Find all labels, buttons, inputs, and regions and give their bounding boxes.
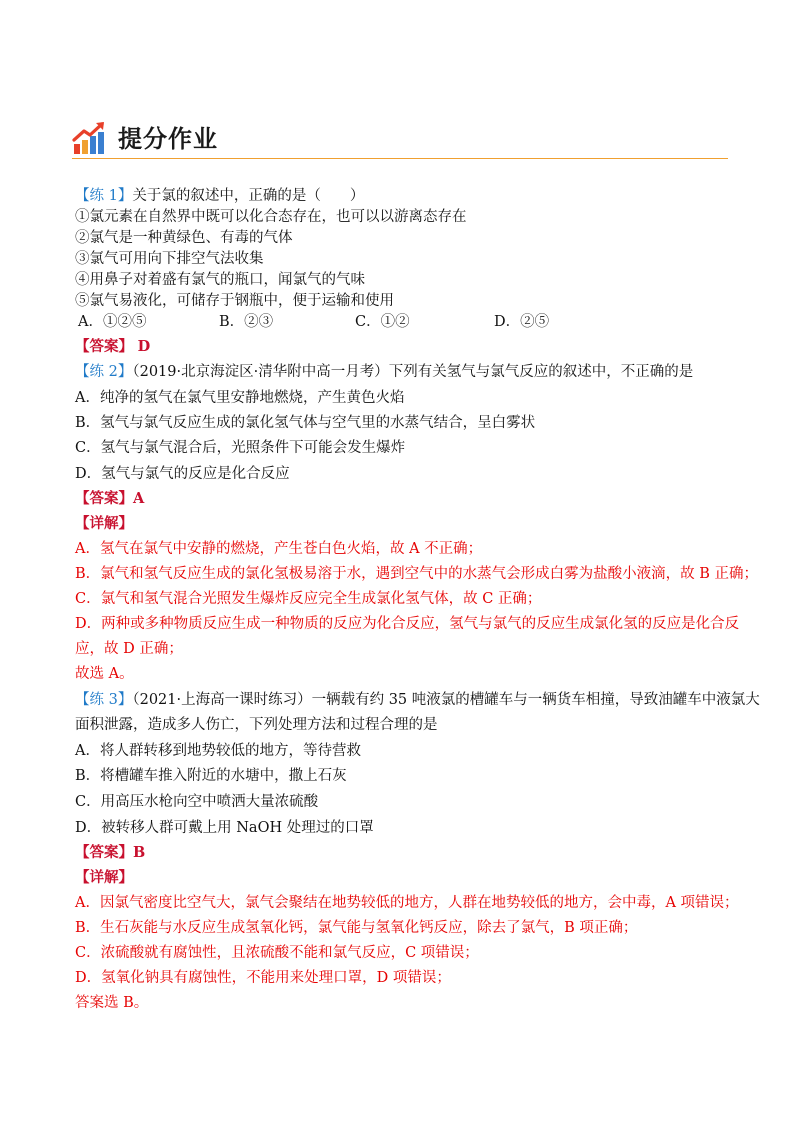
question-3-answer (75, 843, 145, 863)
question-3-option: C．用高压水枪向空中喷洒大量浓硫酸 (75, 794, 319, 810)
question-2-option: B．氢气与氯气反应生成的氯化氢气体与空气里的水蒸气结合，呈白雾状 (75, 415, 536, 431)
header-divider (72, 158, 728, 159)
question-2-option: D．氢气与氯气的反应是化合反应 (75, 466, 290, 482)
question-2-detail-line: C．氯气和氢气混合光照发生爆炸反应完全生成氯化氢气体，故 C 正确； (75, 591, 542, 607)
question-2-detail-line: B．氯气和氢气反应生成的氯化氢极易溶于水，遇到空气中的水蒸气会形成白雾为盐酸小液滴，故 B 正确； (75, 566, 759, 582)
question-2-detail-line: D．两种或多种物质反应生成一种物质的反应为化合反应，氢气与氯气的反应生成氯化氢的反应是化合反 (75, 616, 740, 632)
question-2-stem-line (75, 362, 693, 382)
question-3-stem-line-2: 面积泄露，造成多人伤亡，下列处理方法和过程合理的是 (75, 717, 438, 733)
question-1-stem: 关于氯的叙述中，正确的是（ ） (132, 188, 365, 204)
detail-tag: 【详解】 (75, 869, 133, 886)
answer-value: B (133, 844, 146, 861)
question-2-detail-line: 应，故 D 正确； (75, 641, 183, 657)
option-b: B．②③ (219, 314, 274, 330)
answer-tag: 【答案】 (75, 338, 133, 355)
answer-tag: 【答案】 (75, 490, 133, 507)
growth-chart-icon (72, 120, 108, 156)
question-2-conclusion: 故选 A。 (75, 666, 134, 682)
question-2-detail-heading (75, 514, 133, 534)
question-2-tag: 【练 2】 (75, 364, 133, 380)
question-3-conclusion: 答案选 B。 (75, 995, 149, 1011)
question-3-detail-line: D．氢氧化钠具有腐蚀性，不能用来处理口罩，D 项错误； (75, 970, 451, 986)
question-1-item: ③氯气可用向下排空气法收集 (75, 251, 264, 267)
question-1-item: ①氯元素在自然界中既可以化合态存在，也可以以游离态存在 (75, 209, 467, 225)
question-1-tag: 【练 1】 (75, 188, 133, 204)
question-1-item: ④用鼻子对着盛有氯气的瓶口，闻氯气的气味 (75, 272, 365, 288)
question-3-stem-line (75, 690, 760, 710)
question-3-option: D．被转移人群可戴上用 NaOH 处理过的口罩 (75, 820, 374, 836)
question-3-option: B．将槽罐车推入附近的水塘中，撒上石灰 (75, 768, 347, 784)
question-1-answer (75, 337, 150, 357)
question-2-stem: （2019·北京海淀区·清华附中高一月考）下列有关氢气与氯气反应的叙述中，不正确的是 (132, 364, 694, 380)
question-3-stem: （2021·上海高一课时练习）一辆载有约 35 吨液氯的槽罐车与一辆货车相撞，导致油罐车中液氯大 (132, 692, 760, 708)
question-3-detail-line: C．浓硫酸就有腐蚀性，且浓硫酸不能和氯气反应，C 项错误； (75, 945, 479, 961)
question-1-item: ②氯气是一种黄绿色、有毒的气体 (75, 230, 293, 246)
question-2-option: A．纯净的氢气在氯气里安静地燃烧，产生黄色火焰 (75, 390, 405, 406)
question-1-item: ⑤氯气易液化，可储存于钢瓶中，便于运输和使用 (75, 293, 394, 309)
option-c: C．①② (355, 314, 410, 330)
question-3-detail-line: B．生石灰能与水反应生成氢氧化钙，氯气能与氢氧化钙反应，除去了氯气，B 项正确； (75, 920, 638, 936)
question-2-detail-line: A．氢气在氯气中安静的燃烧，产生苍白色火焰，故 A 不正确； (75, 541, 483, 557)
option-a: A．①②⑤ (78, 314, 147, 330)
section-header (72, 116, 728, 160)
question-1-stem-line (75, 186, 364, 206)
option-d: D．②⑤ (494, 314, 550, 330)
answer-value: A (133, 490, 145, 507)
detail-tag: 【详解】 (75, 515, 133, 532)
section-title: 提分作业 (118, 125, 218, 153)
question-3-tag: 【练 3】 (75, 692, 133, 708)
question-2-option: C．氢气与氯气混合后，光照条件下可能会发生爆炸 (75, 440, 406, 456)
question-3-detail-heading (75, 868, 133, 888)
question-3-option: A．将人群转移到地势较低的地方，等待营救 (75, 743, 361, 759)
question-2-answer (75, 489, 144, 509)
question-3-detail-line: A．因氯气密度比空气大，氯气会聚结在地势较低的地方，人群在地势较低的地方，会中毒，A 项错误； (75, 895, 739, 911)
answer-tag: 【答案】 (75, 844, 133, 861)
answer-value: D (137, 338, 151, 355)
